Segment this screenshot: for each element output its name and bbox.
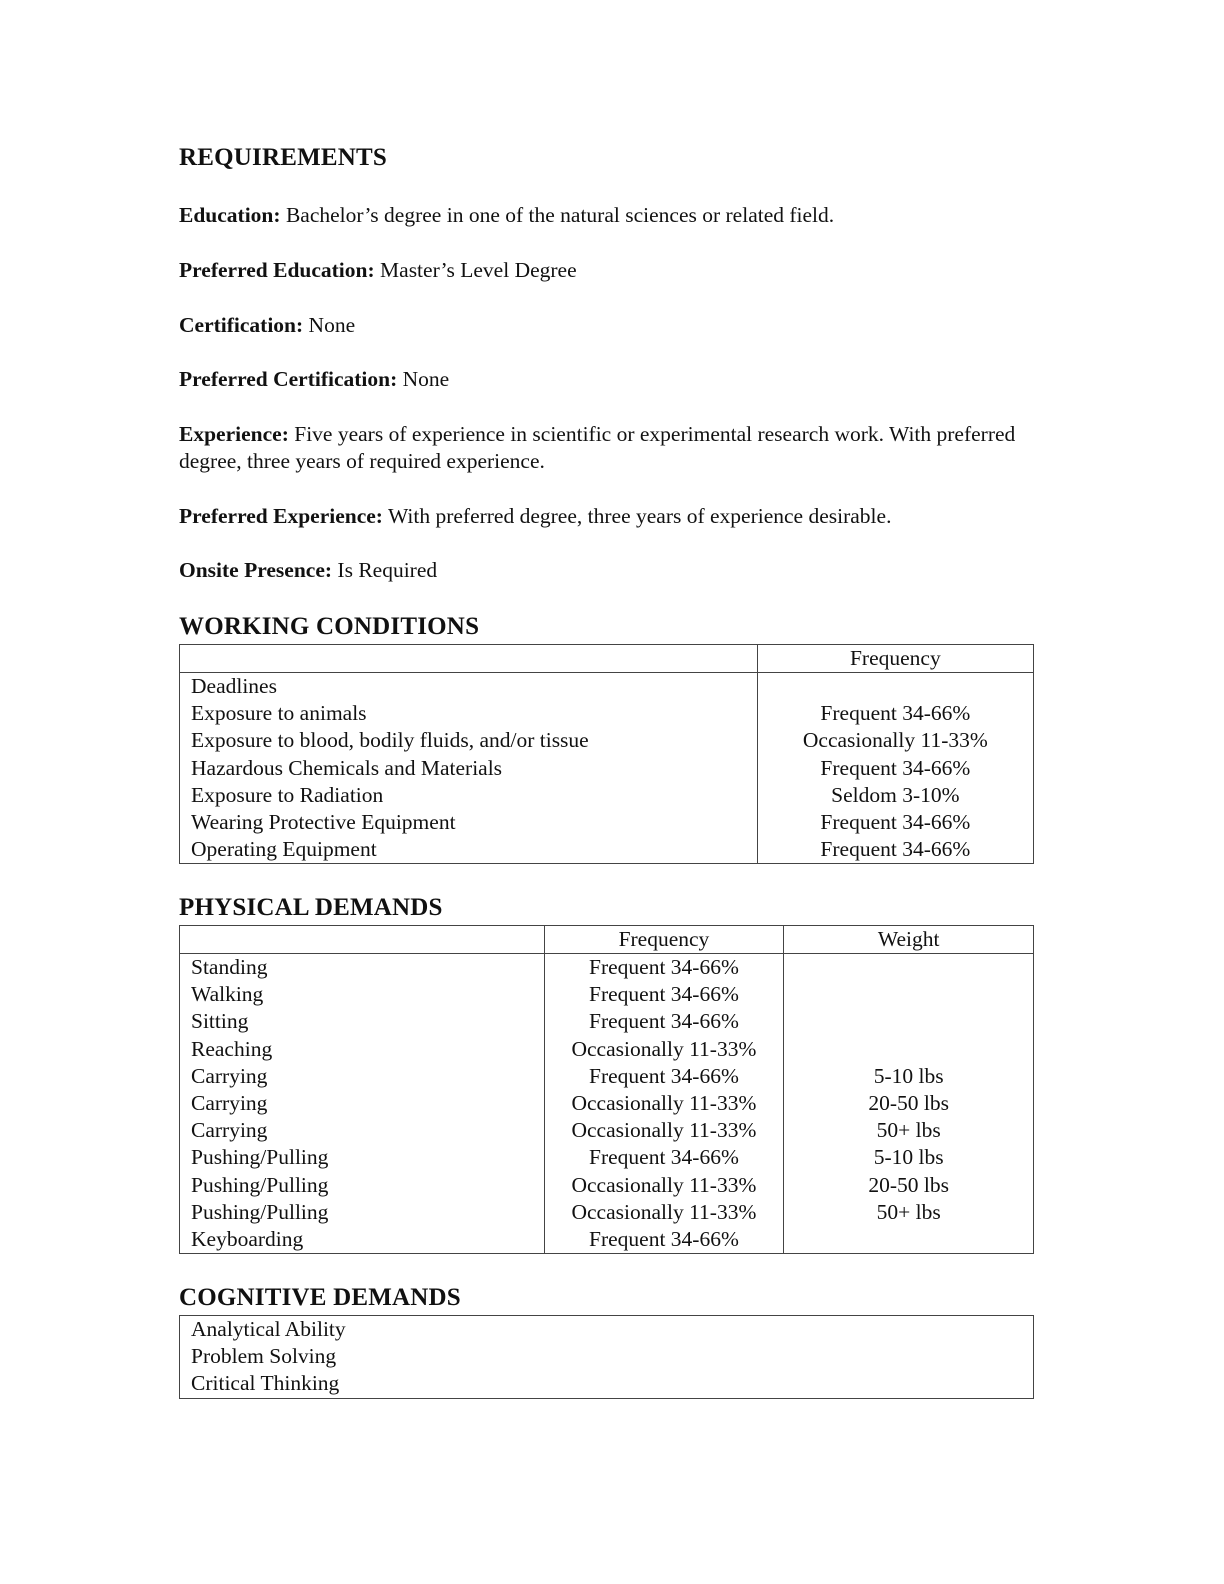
working-conditions-table <box>179 644 1034 864</box>
table-cell: Sitting <box>191 1009 249 1034</box>
preferred-certification-field <box>179 366 1034 393</box>
table-header-row <box>180 645 1034 673</box>
conditions-column <box>180 673 758 864</box>
table-cell: 5-10 lbs <box>873 1063 944 1088</box>
table-cell: Occasionally 11-33% <box>571 1118 757 1143</box>
table-cell: Exposure to animals <box>191 701 367 726</box>
table-cell: Reaching <box>191 1036 273 1061</box>
table-cell: Operating Equipment <box>191 837 377 862</box>
table-cell: Frequent 34-66% <box>589 955 739 979</box>
table-header-row <box>180 926 1034 954</box>
table-cell: Occasionally 11-33% <box>571 1172 757 1197</box>
table-cell: Carrying <box>191 1090 268 1115</box>
table-cell: Pushing/Pulling <box>191 1172 329 1197</box>
table-body-row <box>180 673 1034 864</box>
education-field <box>179 202 1034 229</box>
table-cell: Problem Solving <box>191 1344 337 1369</box>
weight-column <box>784 954 1034 1254</box>
column-header: Frequency <box>544 926 784 954</box>
table-cell: 50+ lbs <box>876 1199 941 1224</box>
table-cell: Exposure to blood, bodily fluids, and/or tissue <box>191 728 589 753</box>
table-cell <box>784 954 1033 981</box>
field-label: Onsite Presence: <box>179 558 333 582</box>
column-header: Frequency <box>757 645 1033 673</box>
table-cell: Frequent 34-66% <box>589 1145 739 1170</box>
table-cell <box>784 1008 1033 1035</box>
frequency-column <box>757 673 1033 864</box>
column-header <box>180 926 545 954</box>
field-value: Bachelor’s degree in one of the natural sciences or related field. <box>280 203 835 227</box>
table-cell: Pushing/Pulling <box>191 1199 329 1224</box>
table-cell: Carrying <box>191 1118 268 1143</box>
table-cell: Seldom 3-10% <box>831 782 960 807</box>
field-value: Five years of experience in scientific or experimental research work. With preferred degree, three years of required experience. <box>179 422 1016 473</box>
field-value: Is Required <box>332 558 438 582</box>
cognitive-column <box>180 1316 1034 1399</box>
table-cell: Carrying <box>191 1063 268 1088</box>
table-cell: Exposure to Radiation <box>191 782 384 807</box>
column-header <box>180 645 758 673</box>
table-cell: Keyboarding <box>191 1226 304 1251</box>
table-cell: Standing <box>191 955 268 979</box>
table-cell: 20-50 lbs <box>868 1172 949 1197</box>
table-cell <box>784 1036 1033 1063</box>
table-cell: Critical Thinking <box>191 1371 340 1396</box>
field-value: With preferred degree, three years of experience desirable. <box>382 504 892 528</box>
table-cell: Analytical Ability <box>191 1317 346 1341</box>
onsite-presence-field <box>179 557 1034 584</box>
column-header: Weight <box>784 926 1034 954</box>
table-cell: Frequent 34-66% <box>820 755 971 780</box>
table-cell: Wearing Protective Equipment <box>191 809 456 834</box>
table-cell: Occasionally 11-33% <box>571 1199 757 1224</box>
field-value: None <box>303 313 356 337</box>
demands-column <box>180 954 545 1254</box>
field-label: Experience: <box>179 422 289 446</box>
table-cell: Frequent 34-66% <box>820 809 971 834</box>
experience-field <box>179 421 1034 475</box>
working-conditions-heading: WORKING CONDITIONS <box>179 613 480 640</box>
table-body-row <box>180 954 1034 1254</box>
table-cell: Frequent 34-66% <box>589 982 739 1007</box>
physical-demands-table <box>179 925 1034 1254</box>
table-cell: Frequent 34-66% <box>820 837 971 862</box>
table-cell: Frequent 34-66% <box>589 1009 739 1034</box>
table-cell: Frequent 34-66% <box>589 1226 739 1251</box>
field-label: Education: <box>179 203 281 227</box>
table-cell: 50+ lbs <box>876 1118 941 1143</box>
table-cell <box>784 1226 1033 1253</box>
field-label: Preferred Experience: <box>179 504 383 528</box>
preferred-education-field <box>179 257 1034 284</box>
cognitive-demands-table <box>179 1315 1034 1399</box>
field-label: Preferred Certification: <box>179 367 398 391</box>
preferred-experience-field <box>179 503 1034 530</box>
certification-field <box>179 312 1034 339</box>
table-cell: Occasionally 11-33% <box>802 728 988 753</box>
table-cell: 5-10 lbs <box>873 1145 944 1170</box>
table-cell: Pushing/Pulling <box>191 1145 329 1170</box>
table-cell <box>758 673 1033 700</box>
requirements-heading: REQUIREMENTS <box>179 144 387 171</box>
cognitive-demands-heading: COGNITIVE DEMANDS <box>179 1284 461 1311</box>
table-cell: Frequent 34-66% <box>589 1063 739 1088</box>
table-cell: 20-50 lbs <box>868 1090 949 1115</box>
table-cell: Hazardous Chemicals and Materials <box>191 755 503 780</box>
field-value: None <box>397 367 450 391</box>
table-body-row <box>180 1316 1034 1399</box>
table-cell <box>784 981 1033 1008</box>
field-value: Master’s Level Degree <box>374 258 577 282</box>
frequency-column <box>544 954 784 1254</box>
table-cell: Walking <box>191 982 264 1007</box>
field-label: Preferred Education: <box>179 258 375 282</box>
physical-demands-heading: PHYSICAL DEMANDS <box>179 894 443 921</box>
table-cell: Occasionally 11-33% <box>571 1090 757 1115</box>
table-cell: Frequent 34-66% <box>820 701 971 726</box>
field-label: Certification: <box>179 313 304 337</box>
table-cell: Deadlines <box>191 674 277 698</box>
table-cell: Occasionally 11-33% <box>571 1036 757 1061</box>
